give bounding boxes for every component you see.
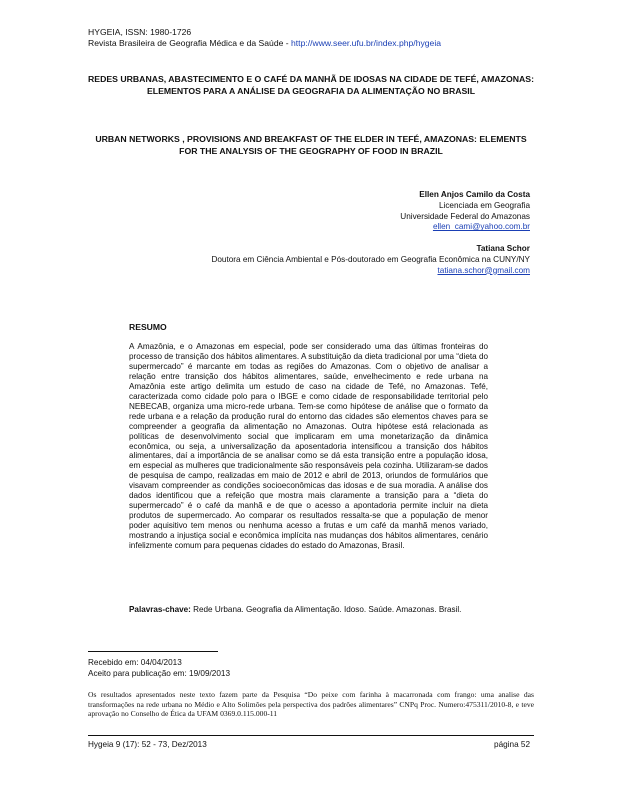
footer-citation: Hygeia 9 (17): 52 - 73, Dez/2013 [88,740,207,749]
footer-divider [88,735,534,736]
page-number: página 52 [494,740,530,749]
author-block-1 [400,190,530,233]
submission-dates [88,657,230,679]
accepted-date: Aceito para publicação em: 19/09/2013 [88,669,231,678]
author-institution: Universidade Federal do Amazonas [400,211,530,221]
keywords [129,605,488,616]
author-block-2 [211,244,530,276]
author-name: Tatiana Schor [476,244,530,253]
keywords-label: Palavras-chave: [129,605,191,614]
research-footnote: Os resultados apresentados neste texto fazem parte da Pesquisa “Do peixe com farinha à macarronada com frango: uma analise das transformações na rede urbana no Médio e Alto Solimões pela perspectiva dos padrões alimentares” CNPq Proc. Numero:475311/2010-8, e teve aprovação no Conselho de Ética da UFAM 0369.0.115.000-11 [88,690,534,719]
title-english: URBAN NETWORKS , PROVISIONS AND BREAKFAST OF THE ELDER IN TEFÉ, AMAZONAS: ELEMENTS FOR THE ANALYSIS OF THE GEOGRAPHY OF FOOD IN BRAZIL [95,134,527,156]
author-name: Ellen Anjos Camilo da Costa [419,190,530,199]
author-email-link[interactable]: tatiana.schor@gmail.com [437,265,530,275]
author-affiliation: Licenciada em Geografia [438,200,530,210]
journal-subtitle [88,38,441,49]
received-date: Recebido em: 04/04/2013 [88,658,182,667]
abstract-heading: RESUMO [129,322,167,332]
author-affiliation: Doutora em Ciência Ambiental e Pós-doutorado em Geografia Econômica na CUNY/NY [211,254,530,264]
journal-url-link[interactable]: http://www.seer.ufu.br/index.php/hygeia [291,38,442,48]
journal-issn: HYGEIA, ISSN: 1980-1726 [88,27,192,37]
title-portuguese: REDES URBANAS, ABASTECIMENTO E O CAFÉ DA MANHÃ DE IDOSAS NA CIDADE DE TEFÉ, AMAZONAS: ELEMENTOS PARA A ANÁLISE DA GEOGRAFIA DA ALIMENTAÇÃO NO BRASIL [88,74,534,96]
keywords-text: Rede Urbana. Geografia da Alimentação. Idoso. Saúde. Amazonas. Brasil. [190,605,462,614]
journal-name: Revista Brasileira de Geografia Médica e da Saúde - [88,38,292,48]
journal-header [88,27,441,49]
author-email-link[interactable]: ellen_cami@yahoo.com.br [432,222,530,232]
footnote-separator [88,651,218,652]
abstract-text: A Amazônia, e o Amazonas em especial, pode ser considerado uma das últimas fronteiras do processo de transição dos hábitos alimentares. A substituição da dieta tradicional por uma “dieta do supermercado” é marcante em todas as regiões do Amazonas. Com o objetivo de analisar a relação entre transição dos hábitos alimentares, saúde, envelhecimento e rede urbana na Amazônia este artigo delimita um estudo de caso na cidade de Tefé, no Amazonas. Tefé, caracterizada como cidade polo para o IBGE e como cidade de responsabilidade territorial pelo NEBECAB, organiza uma micro-rede urbana. Tem-se como hipótese de análise que o formato da rede urbana e a relação da produção rural do entorno das cidades são elementos chaves para se compreender a geografia da alimentação no Amazonas. Outra hipótese está relacionada as políticas de desenvolvimento social que implicaram em uma monetarização da dinâmica econômica, ou seja, a universalização da aposentadoria intensificou a transição dos hábitos alimentares, daí a importância de se analisar como se dá esta transição entre a população idosa, em especial as mulheres que tradicionalmente são responsáveis pela cozinha. Utilizaram-se dados de pesquisa de campo, realizadas em maio de 2012 e abril de 2013, oriundos de formulários que visavam compreender as condições socioeconômicas das idosas e de sua moradia. A análise dos dados identificou que a refeição que mostra mais claramente a transição para a “dieta do supermercado” é o café da manhã e de que o acesso a apontadoria permite incluir na dieta produtos de supermercado. Ao comparar os resultados ressalta-se que a população de menor poder aquisitivo tem menos ou nenhuma acesso a frutas e um café da manhã menos variado, mostrando a injustiça social e econômica implícita nas mudanças dos hábitos alimentares, cenário infelizmente comum para pequenas cidades do estado do Amazonas, Brasil. [129,342,488,551]
